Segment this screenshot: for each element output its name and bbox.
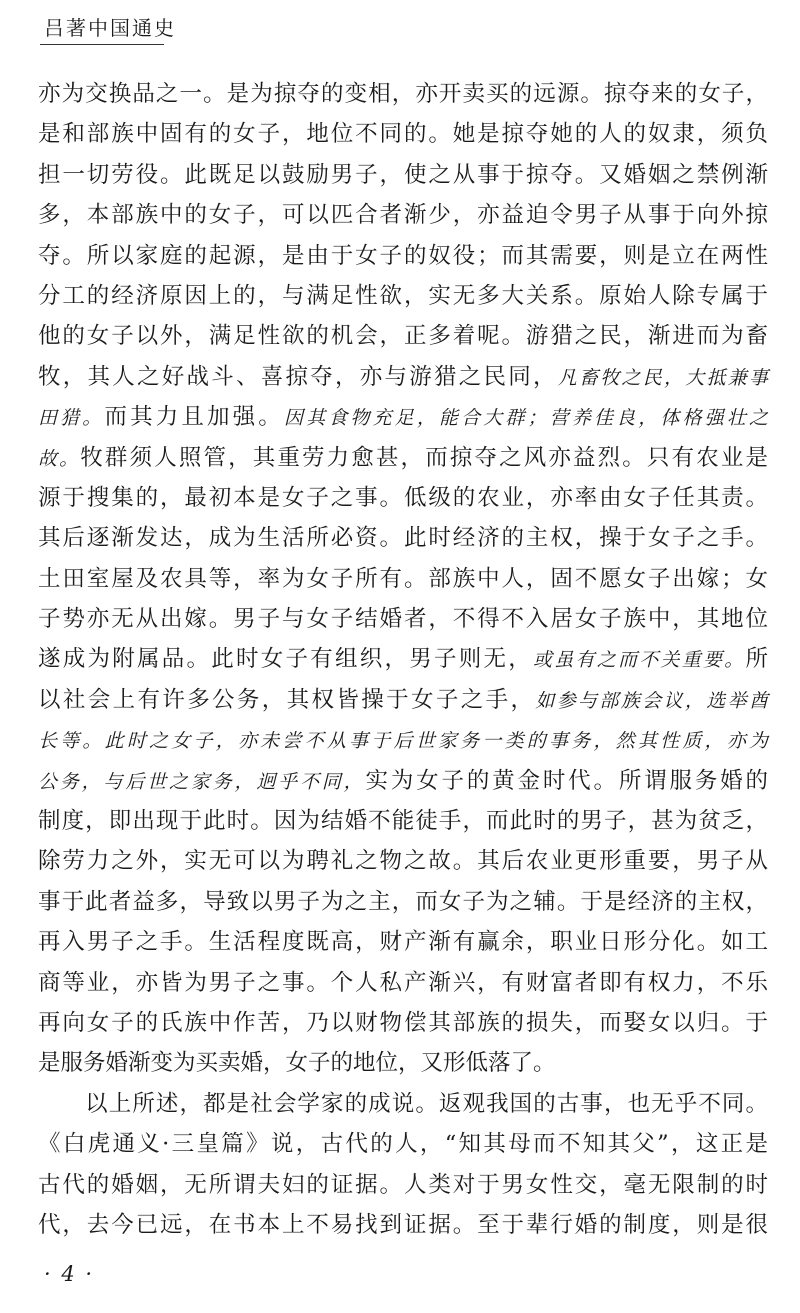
main-text: 制度，即出现于此时。因为结婚不能徒手，而此时的男子，甚为贫乏，	[38, 808, 768, 835]
main-text: 再入男子之手。生活程度既高，财产渐有赢余，职业日形分化。如工	[38, 929, 768, 956]
text-line	[38, 1043, 768, 1083]
text-line	[38, 1084, 768, 1124]
main-text: 以社会上有许多公务，其权皆操于女子之手，	[38, 686, 536, 713]
text-line	[38, 478, 768, 518]
text-line	[38, 882, 768, 922]
annotation-text: 长等。此时之女子，亦未尝不从事于后世家务一类的事务，然其性质，亦为	[38, 730, 768, 753]
text-line	[38, 276, 768, 316]
main-text: 其后逐渐发达，成为生活所必资。此时经济的主权，操于女子之手。	[38, 525, 768, 552]
annotation-text: 田猎。	[38, 407, 105, 430]
text-line	[38, 599, 768, 639]
main-text: 古代的婚姻，无所谓夫妇的证据。人类对于男女性交，毫无限制的时	[38, 1171, 768, 1198]
text-line	[38, 397, 768, 437]
main-text: 夺。所以家庭的起源，是由于女子的奴役；而其需要，则是立在两性	[38, 242, 768, 269]
text-line	[38, 518, 768, 558]
text-line	[38, 114, 768, 154]
main-text: 遂成为附属品。此时女子有组织，男子则无，	[38, 646, 533, 673]
text-line	[38, 559, 768, 599]
text-line	[38, 1205, 768, 1245]
text-line	[38, 1003, 768, 1043]
text-line	[38, 801, 768, 841]
main-text: 以上所述，都是社会学家的成说。返观我国的古事，也无乎不同。	[38, 1090, 768, 1117]
main-text: 商等业，亦皆为男子之事。个人私产渐兴，有财富者即有权力，不乐	[38, 969, 768, 996]
annotation-text: 公务，与后世之家务，迥乎不同，	[38, 770, 366, 793]
text-line	[38, 1124, 768, 1164]
main-text: 所	[745, 646, 768, 673]
page-number: · 4 ·	[44, 1262, 95, 1286]
main-text: 担一切劳役。此既足以鼓励男子，使之从事于掠夺。又婚姻之禁例渐	[38, 161, 768, 188]
main-text: 而其力且加强。	[104, 404, 284, 431]
main-text: 牧群须人照管，其重劳力愈甚，而掠夺之风亦益烈。只有农业是	[80, 444, 768, 471]
text-line	[38, 720, 768, 760]
main-text: 是服务婚渐变为买卖婚，女子的地位，又形低落了。	[38, 1050, 556, 1077]
main-text: 分工的经济原因上的，与满足性欲，实无多大关系。原始人除专属于	[38, 282, 768, 309]
text-line	[38, 639, 768, 679]
main-text: 实为女子的黄金时代。所谓服务婚的	[365, 767, 768, 794]
main-text: 《白虎通义·三皇篇》说，古代的人，“知其母而不知其父”，这正是	[38, 1131, 768, 1158]
main-text: 多，本部族中的女子，可以匹合者渐少，亦益迫令男子从事于向外掠	[38, 202, 768, 229]
main-text: 源于搜集的，最初本是女子之事。低级的农业，亦率由女子任其责。	[38, 484, 768, 511]
main-text: 除劳力之外，实无可以为聘礼之物之故。其后农业更形重要，男子从	[38, 848, 768, 875]
text-line	[38, 236, 768, 276]
main-text: 子势亦无从出嫁。男子与女子结婚者，不得不入居女子族中，其地位	[38, 606, 768, 633]
annotation-text: 或虽有之而不关重要。	[532, 649, 746, 672]
text-line	[38, 922, 768, 962]
annotation-text: 如参与部族会议，选举酋	[535, 689, 768, 712]
text-line	[38, 841, 768, 881]
main-text: 他的女子以外，满足性欲的机会，正多着呢。游猎之民，渐进而为畜	[38, 323, 768, 350]
running-head: 吕著中国通史	[44, 16, 176, 40]
text-line	[38, 761, 768, 801]
body-text	[38, 74, 768, 1245]
annotation-text: 故。	[38, 447, 81, 470]
text-line	[38, 1165, 768, 1205]
text-line	[38, 155, 768, 195]
main-text: 代，去今已远，在书本上不易找到证据。至于辈行婚的制度，则是很	[38, 1211, 768, 1238]
text-line	[38, 195, 768, 235]
main-text: 牧，其人之好战斗、喜掠夺，亦与游猎之民同，	[38, 363, 558, 390]
main-text: 亦为交换品之一。是为掠夺的变相，亦开卖买的远源。掠夺来的女子，	[38, 81, 768, 107]
main-text: 事于此者益多，导致以男子为之主，而女子为之辅。于是经济的主权，	[38, 888, 768, 915]
text-line	[38, 438, 768, 478]
text-line	[38, 963, 768, 1003]
main-text: 土田室屋及农具等，率为女子所有。部族中人，固不愿女子出嫁；女	[38, 565, 768, 592]
text-line	[38, 357, 768, 397]
annotation-text: 因其食物充足，能合大群；营养佳良，体格强壮之	[283, 407, 768, 430]
text-line	[38, 74, 768, 114]
text-line	[38, 680, 768, 720]
main-text: 再向女子的氏族中作苦，乃以财物偿其部族的损失，而娶女以归。于	[38, 1009, 768, 1036]
annotation-text: 凡畜牧之民，大抵兼事	[557, 366, 768, 389]
text-line	[38, 316, 768, 356]
main-text: 是和部族中固有的女子，地位不同的。她是掠夺她的人的奴隶，须负	[38, 121, 768, 148]
header-rule	[40, 44, 164, 45]
